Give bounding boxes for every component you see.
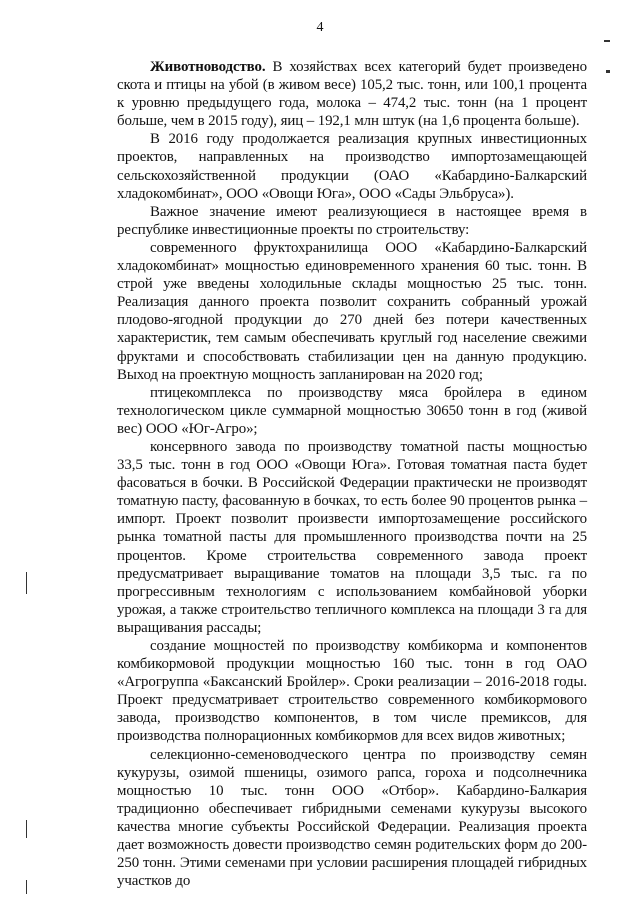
- scan-mark-right: [606, 70, 610, 73]
- paragraph-important-projects: Важное значение имеют реализующиеся в настоящее время в республике инвестиционные проекты по строительству:: [117, 203, 587, 238]
- document-body: [117, 58, 587, 890]
- page-number: 4: [316, 20, 324, 35]
- paragraph-seed-center: селекционно-семеноводческого центра по производству семян кукурузы, озимой пшеницы, озимого рапса, гороха и подсолнечника мощностью 10 тыс. тонн ООО «Отбор». Кабардино-Балкария традиционно обеспечивает гибридными семенами кукурузы высокого качества многие субъекты Российской Федерации. Реализация проекта дает возможность довести производство семян родительских форм до 200-250 тонн. Этими семенами при условии расширения площадей гибридных участков до: [117, 746, 587, 890]
- scan-mark-top-right: [604, 40, 610, 42]
- section-heading-livestock: Животноводство.: [150, 59, 266, 75]
- paragraph-investment-projects: В 2016 году продолжается реализация крупных инвестиционных проектов, направленных на производство импортозамещающей сельскохозяйственной продукции (ОАО «Кабардино-Балкарский хладокомбинат», ООО «Овощи Юга», ООО «Сады Эльбруса»).: [117, 131, 587, 202]
- scan-mark-left-1: [26, 572, 27, 594]
- paragraph-text: В хозяйствах всех категорий будет произведено скота и птицы на убой (в живом весе) 105,2 тыс. тонн, или 100,1 процента к уровню предыдущего года, молока – 474,2 тыс. тонн (на 1 процент больше, чем в 2015 году), яиц – 192,1 млн штук (на 1,6 процента больше).: [117, 59, 587, 130]
- paragraph-feed-production: создание мощностей по производству комбикорма и компонентов комбикормовой продукции мощностью 160 тыс. тонн в год ОАО «Агрогруппа «Баксанский Бройлер». Сроки реализации – 2016-2018 годы. Проект предусматривает строительство современного комбикормового завода, производство компонентов, в том числе премиксов, для производства полнорационных комбикормов для всех видов животных;: [117, 638, 587, 745]
- scan-mark-left-3: [26, 880, 27, 894]
- paragraph-livestock: [117, 58, 587, 130]
- paragraph-poultry-complex: птицекомплекса по производству мяса бройлера в едином технологическом цикле суммарной мощностью 30650 тонн в год (живой вес) ООО «Юг-Агро»;: [117, 384, 587, 437]
- scan-mark-left-2: [26, 820, 27, 838]
- paragraph-cannery: консервного завода по производству томатной пасты мощностью 33,5 тыс. тонн в год ООО «Овощи Юга». Готовая томатная паста будет фасоваться в бочки. В Российской Федерации практически не производят томатную пасту, фасованную в бочках, то есть более 90 процентов рынка – импорт. Проект позволит произвести импортозамещение российского рынка томатной пасты для промышленного производства почти на 25 процентов. Кроме строительства современного завода проект предусматривает выращивание томатов на площади 3,5 тыс. га по прогрессивным технологиям с использованием комбайновой уборки урожая, а также строительство тепличного комплекса на площади 3 га для выращивания рассады;: [117, 438, 587, 636]
- paragraph-fruit-storage: современного фруктохранилища ООО «Кабардино-Балкарский хладокомбинат» мощностью единовременного хранения 60 тыс. тонн. В строй уже введены холодильные склады мощностью 25 тыс. тонн. Реализация данного проекта позволит сохранить собранный урожай плодово-ягодной продукции до 270 дней без потери качественных характеристик, тем самым обеспечивать круглый год население свежими фруктами и способствовать стабилизации цен на данную продукцию. Выход на проектную мощность запланирован на 2020 год;: [117, 239, 587, 383]
